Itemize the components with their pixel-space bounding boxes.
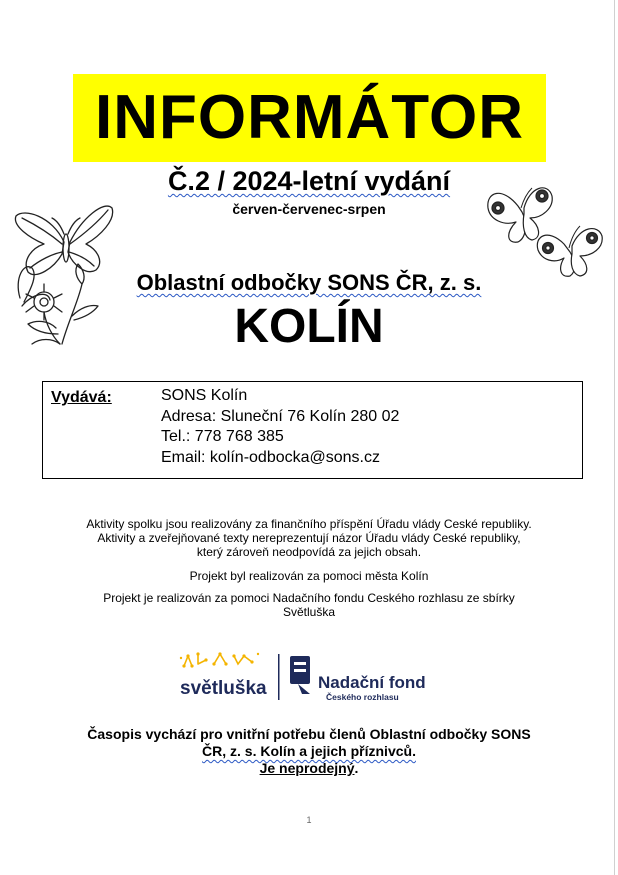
publisher-name: SONS Kolín bbox=[161, 387, 248, 404]
footer-note bbox=[40, 726, 578, 777]
publisher-phone: Tel.: 778 768 385 bbox=[161, 428, 284, 445]
footer-period: . bbox=[354, 760, 359, 776]
organization-line bbox=[0, 268, 618, 298]
months-line: červen-červenec-srpen bbox=[232, 201, 386, 217]
page-title: INFORMÁTOR bbox=[94, 83, 525, 152]
nadacni-fond-logo bbox=[290, 656, 426, 702]
publisher-details bbox=[161, 386, 399, 468]
footer-line-2 bbox=[40, 743, 578, 760]
footer-line-2-text: ČR, z. s. Kolín a jejich příznivců. bbox=[202, 743, 416, 759]
footer-line-1: Časopis vychází pro vnitřní potřebu členů Oblastní odbočky SONS bbox=[87, 726, 531, 742]
funding-line-2: Aktivity a zveřejňované texty nereprezentují názor Úřadu vlády Ceské republiky, bbox=[97, 531, 521, 545]
city-support-line: Projekt byl realizován za pomoci města Kolín bbox=[189, 569, 429, 583]
publisher-box bbox=[42, 381, 583, 479]
funding-notice bbox=[40, 517, 578, 559]
fund-support-line-2: Světluška bbox=[282, 605, 336, 619]
publisher-label: Vydává: bbox=[51, 389, 112, 406]
fund-name: Nadační fond bbox=[318, 673, 426, 692]
footer-line-3 bbox=[40, 760, 578, 777]
fund-support-line-1: Projekt je realizován za pomoci Nadačního fondu Ceského rozhlasu ze sbírky bbox=[103, 591, 515, 605]
page-number: 1 bbox=[306, 815, 312, 825]
page-edge bbox=[614, 0, 615, 875]
organization-name: Oblastní odbočky SONS ČR, z. s. bbox=[136, 270, 482, 295]
fund-subtitle: Českého rozhlasu bbox=[326, 692, 399, 702]
sponsor-logos bbox=[178, 650, 448, 706]
not-for-sale: Je neprodejný bbox=[259, 760, 355, 776]
fund-support-notice bbox=[40, 591, 578, 619]
funding-line-1: Aktivity spolku jsou realizovány za finančního příspění Úřadu vlády Ceské republiky. bbox=[86, 517, 532, 531]
funding-line-3: který zároveň neodpovídá za jejich obsah. bbox=[196, 545, 422, 559]
issue-text: Č.2 / 2024-letní vydání bbox=[167, 166, 451, 196]
svetluska-logo bbox=[180, 652, 267, 699]
publisher-email: Email: kolín-odbocka@sons.cz bbox=[161, 448, 380, 466]
svetluska-wordmark: světluška bbox=[180, 678, 267, 699]
city-title: KOLÍN bbox=[234, 300, 384, 353]
publisher-address: Adresa: Sluneční 76 Kolín 280 02 bbox=[161, 407, 400, 425]
